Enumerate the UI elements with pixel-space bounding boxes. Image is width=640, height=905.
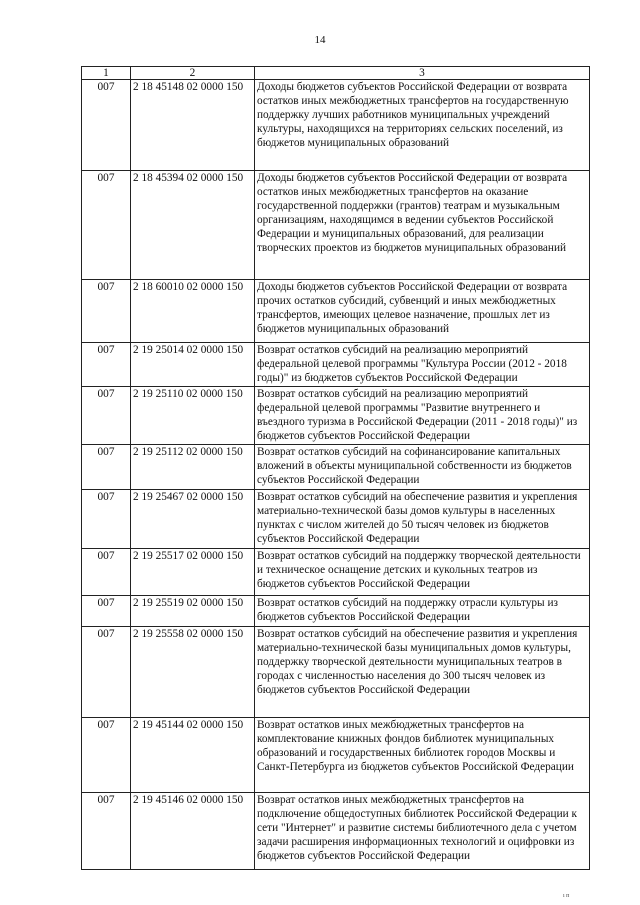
budget-code-cell: 2 19 45144 02 0000 150 — [131, 718, 255, 793]
admin-code-cell: 007 — [82, 280, 131, 343]
admin-code-cell: 007 — [82, 343, 131, 387]
budget-codes-table — [81, 66, 590, 870]
table-row — [82, 718, 590, 793]
budget-code-cell: 2 18 45148 02 0000 150 — [131, 80, 255, 171]
description-cell: Возврат остатков субсидий на софинансирование капитальных вложений в объекты муниципальной собственности из бюджетов субъектов Российской Федерации — [255, 445, 590, 490]
budget-code-cell: 2 19 25112 02 0000 150 — [131, 445, 255, 490]
budget-code-cell: 2 19 25014 02 0000 150 — [131, 343, 255, 387]
description-cell: Доходы бюджетов субъектов Российской Федерации от возврата прочих остатков субсидий, субвенций и иных межбюджетных трансфертов, имеющих целевое назначение, прошлых лет из бюджетов муниципальных образований — [255, 280, 590, 343]
description-cell: Возврат остатков субсидий на обеспечение развития и укрепления материально-технической базы муниципальных домов культуры, поддержку творческой деятельности муниципальных театров в городах с численностью населения до 300 тысяч человек из бюджетов субъектов Российской Федерации — [255, 627, 590, 718]
description-cell: Возврат остатков субсидий на поддержку творческой деятельности и техническое оснащение детских и кукольных театров из бюджетов субъектов Российской Федерации — [255, 549, 590, 596]
budget-code-cell: 2 19 25110 02 0000 150 — [131, 387, 255, 445]
description-cell: Возврат остатков субсидий на поддержку отрасли культуры из бюджетов субъектов Российской Федерации — [255, 596, 590, 627]
footer-mark: ı п — [563, 893, 570, 899]
budget-code-cell: 2 19 25519 02 0000 150 — [131, 596, 255, 627]
budget-code-cell: 2 18 45394 02 0000 150 — [131, 171, 255, 280]
admin-code-cell: 007 — [82, 549, 131, 596]
admin-code-cell: 007 — [82, 387, 131, 445]
table-row — [82, 490, 590, 549]
table-row — [82, 627, 590, 718]
column-header: 3 — [255, 67, 590, 80]
budget-code-cell: 2 19 25517 02 0000 150 — [131, 549, 255, 596]
description-cell: Доходы бюджетов субъектов Российской Федерации от возврата остатков иных межбюджетных трансфертов на оказание государственной поддержки (грантов) театрам и музыкальным организациям, находящимся в ведении субъектов Российской Федерации и муниципальных образований, для реализации творческих проектов из бюджетов муниципальных образований — [255, 171, 590, 280]
description-cell: Возврат остатков субсидий на обеспечение развития и укрепления материально-технической базы домов культуры в населенных пунктах с числом жителей до 50 тысяч человек из бюджетов субъектов Российской Федерации — [255, 490, 590, 549]
budget-code-cell: 2 18 60010 02 0000 150 — [131, 280, 255, 343]
budget-code-cell: 2 19 25467 02 0000 150 — [131, 490, 255, 549]
admin-code-cell: 007 — [82, 718, 131, 793]
description-cell: Доходы бюджетов субъектов Российской Федерации от возврата остатков иных межбюджетных трансфертов на государственную поддержку лучших работников муниципальных учреждений культуры, находящихся на территориях сельских поселений, из бюджетов муниципальных образований — [255, 80, 590, 171]
column-header: 2 — [131, 67, 255, 80]
budget-code-cell: 2 19 45146 02 0000 150 — [131, 793, 255, 870]
budget-code-cell: 2 19 25558 02 0000 150 — [131, 627, 255, 718]
column-header: 1 — [82, 67, 131, 80]
admin-code-cell: 007 — [82, 80, 131, 171]
table-row — [82, 793, 590, 870]
table-header-row — [82, 67, 590, 80]
table-row — [82, 171, 590, 280]
description-cell: Возврат остатков иных межбюджетных трансфертов на комплектование книжных фондов библиотек муниципальных образований и государственных библиотек городов Москвы и Санкт-Петербурга из бюджетов субъектов Российской Федерации — [255, 718, 590, 793]
description-cell: Возврат остатков субсидий на реализацию мероприятий федеральной целевой программы "Культура России (2012 - 2018 годы)" из бюджетов субъектов Российской Федерации — [255, 343, 590, 387]
table-row — [82, 343, 590, 387]
table-row — [82, 387, 590, 445]
admin-code-cell: 007 — [82, 793, 131, 870]
table-row — [82, 280, 590, 343]
description-cell: Возврат остатков субсидий на реализацию мероприятий федеральной целевой программы "Развитие внутреннего и въездного туризма в Российской Федерации (2011 - 2018 годы)" из бюджетов субъектов Российской Федерации — [255, 387, 590, 445]
description-cell: Возврат остатков иных межбюджетных трансфертов на подключение общедоступных библиотек Российской Федерации к сети "Интернет" и развитие системы библиотечного дела с учетом задачи расширения информационных технологий и оцифровки из бюджетов субъектов Российской Федерации — [255, 793, 590, 870]
table-row — [82, 596, 590, 627]
admin-code-cell: 007 — [82, 171, 131, 280]
admin-code-cell: 007 — [82, 445, 131, 490]
page-number: 14 — [314, 34, 326, 46]
admin-code-cell: 007 — [82, 596, 131, 627]
admin-code-cell: 007 — [82, 490, 131, 549]
table-row — [82, 549, 590, 596]
admin-code-cell: 007 — [82, 627, 131, 718]
table-row — [82, 445, 590, 490]
table-row — [82, 80, 590, 171]
